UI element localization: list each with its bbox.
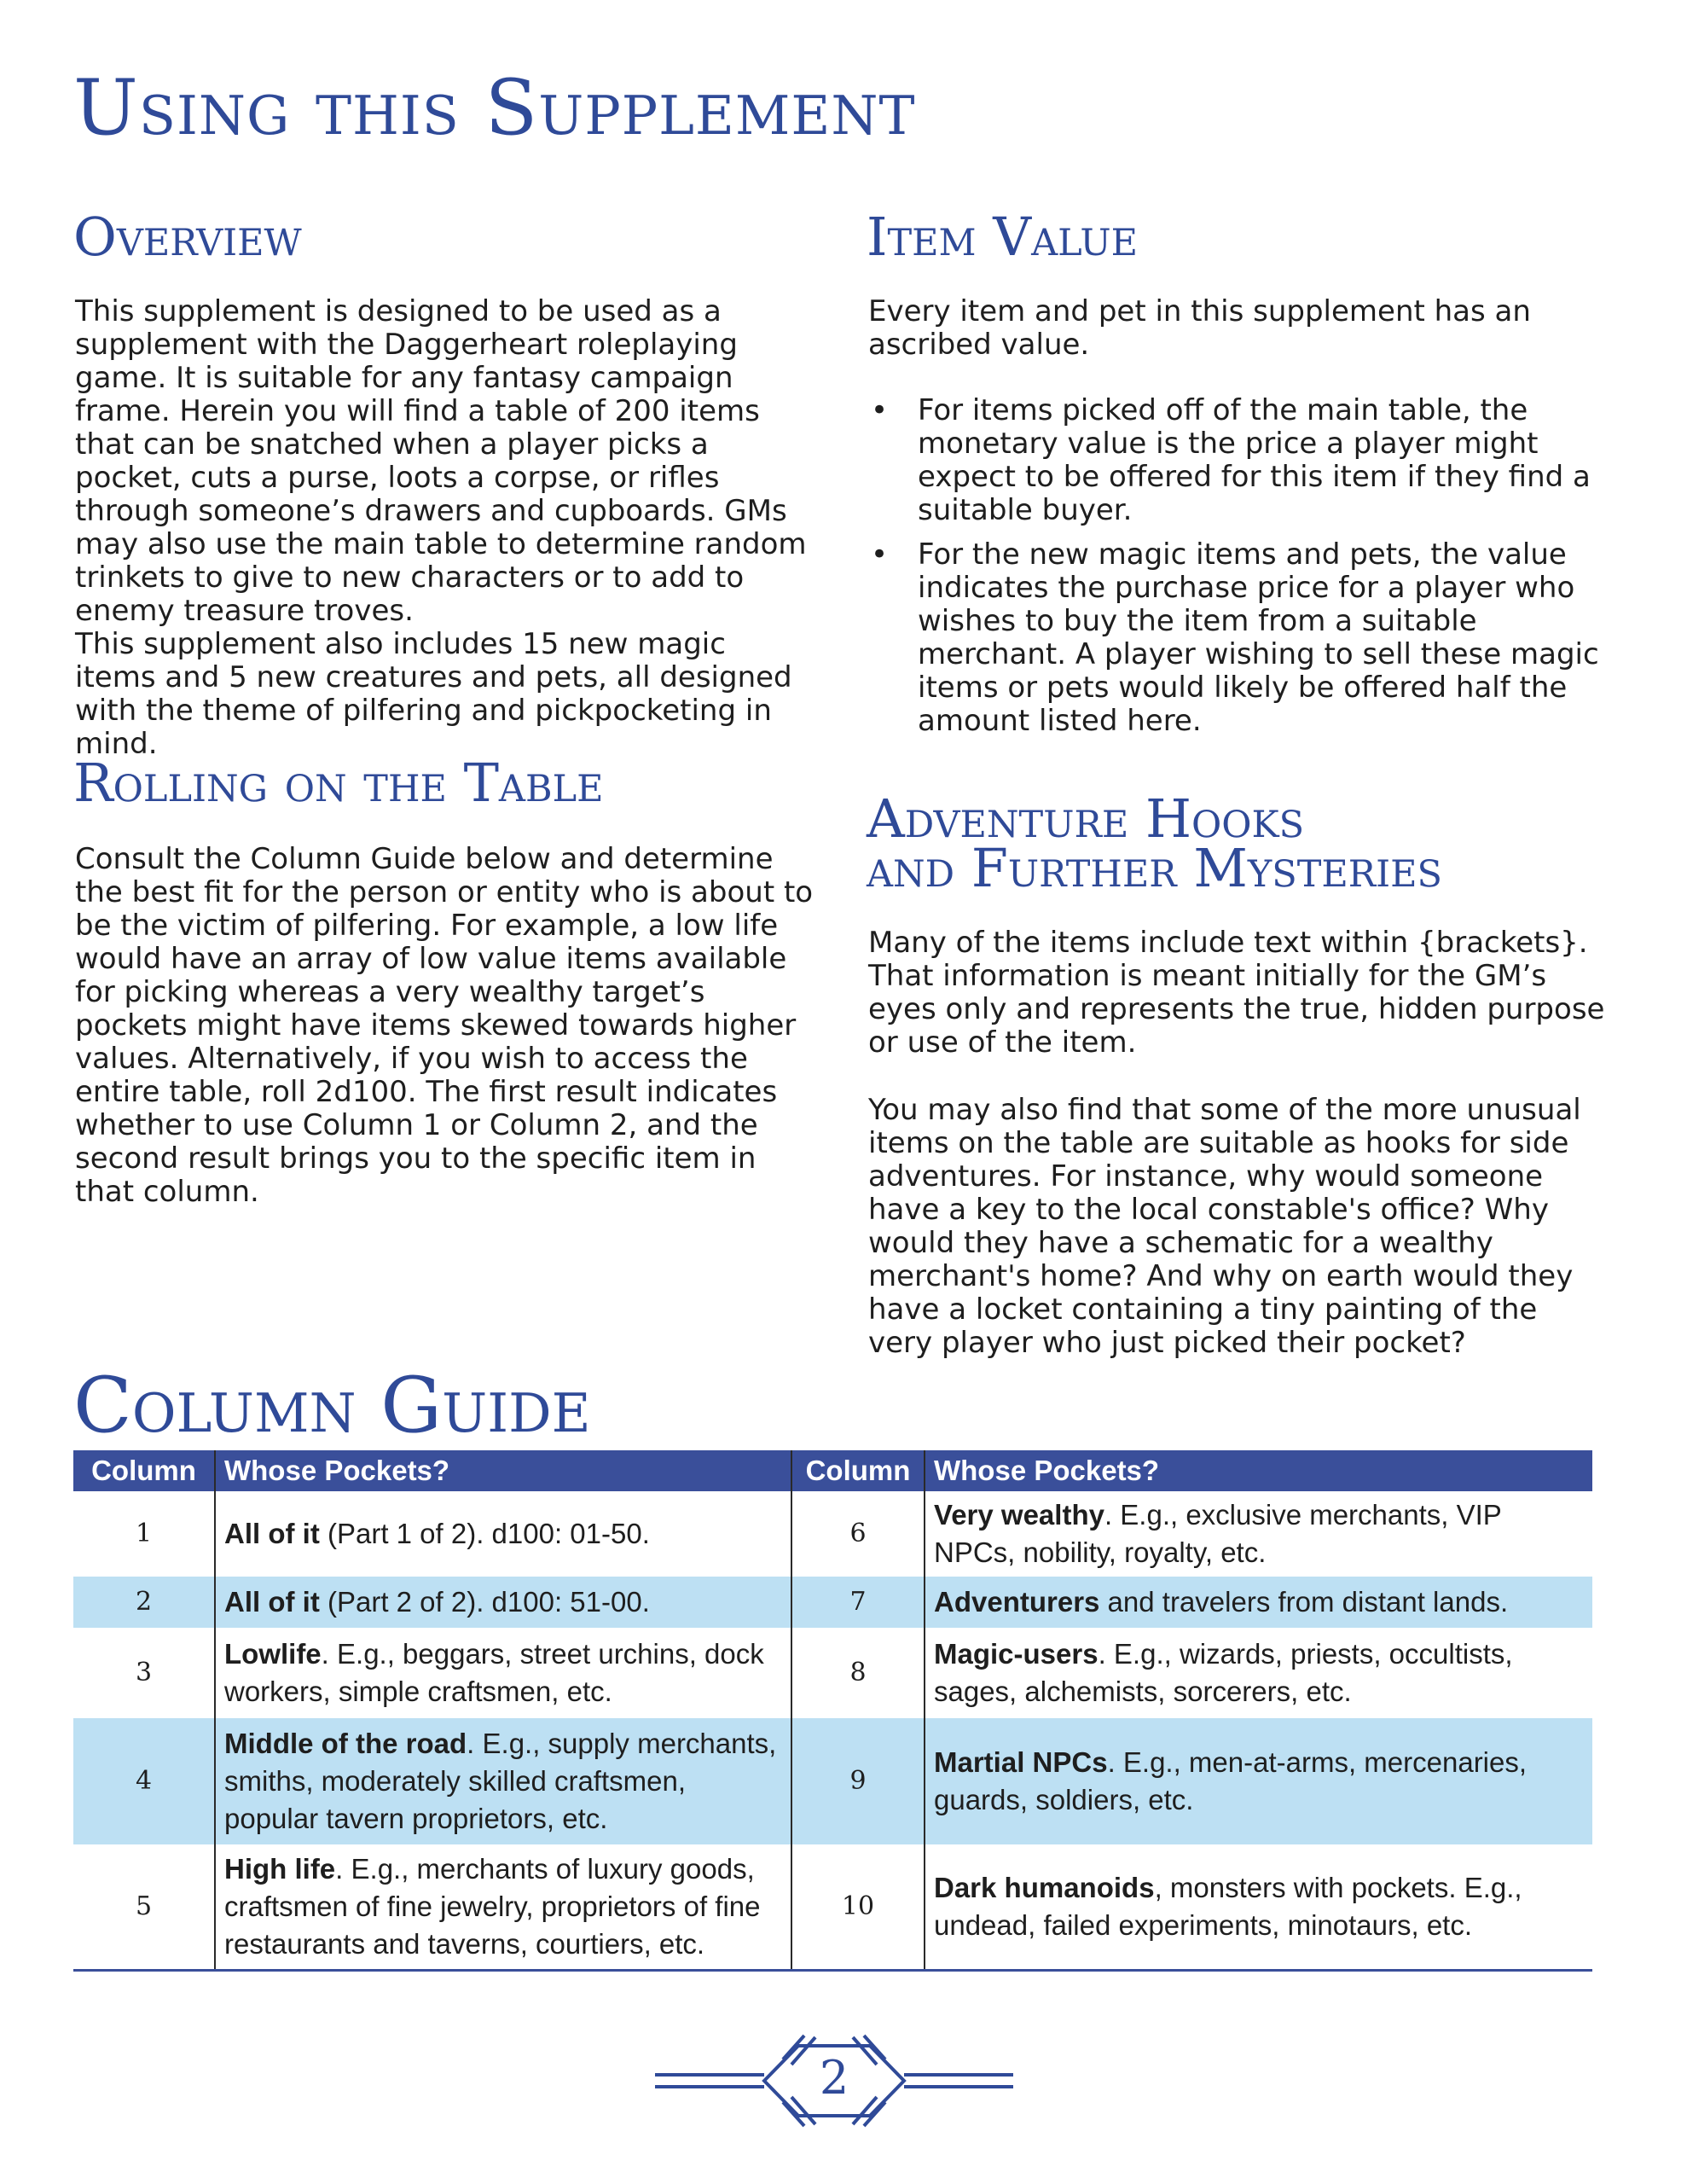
- overview-heading: Overview: [73, 206, 302, 268]
- pockets-label: Middle of the road: [224, 1728, 467, 1759]
- rolling-heading: Rolling on the Table: [73, 752, 604, 814]
- pockets-label: Very wealthy: [934, 1499, 1104, 1531]
- list-item: [868, 538, 1610, 738]
- pockets-description: [925, 1577, 1592, 1628]
- column-number: 4: [73, 1718, 215, 1844]
- pockets-description: [925, 1718, 1592, 1844]
- pockets-label: Magic-users: [934, 1638, 1099, 1670]
- pockets-detail: . E.g., merchants of luxury goods, craftsmen of fine jewelry, proprietors of fine restaurants and taverns, courtiers, etc.: [224, 1853, 761, 1960]
- pockets-detail: , monsters with pockets. E.g., undead, failed experiments, minotaurs, etc.: [934, 1872, 1522, 1941]
- hooks-paragraph-1: Many of the items include text within {brackets}. That information is meant initially for the GM’s eyes only and represents the true, hidden purpose or use of the item.: [868, 926, 1605, 1060]
- pockets-detail: . E.g., supply merchants, smiths, moderately skilled craftsmen, popular tavern proprietors, etc.: [224, 1728, 777, 1834]
- table-row: [73, 1844, 1592, 1971]
- column-header: Column: [73, 1450, 215, 1491]
- column-number: 8: [791, 1628, 925, 1718]
- table-row: [73, 1577, 1592, 1628]
- column-header: Column: [791, 1450, 925, 1491]
- pockets-description: [925, 1628, 1592, 1718]
- whose-pockets-header: Whose Pockets?: [925, 1450, 1592, 1491]
- bullet-icon: •: [871, 537, 889, 572]
- pockets-detail: (Part 2 of 2). d100: 51-00.: [319, 1586, 650, 1618]
- hooks-paragraph-2: You may also find that some of the more unusual items on the table are suitable as hooks for side adventures. For instance, why would someone have a key to the local constable's office? Why would they have a schematic for a wealthy merchant's home? And why on earth would they have a locket containing a tiny painting of the very player who just picked their pocket?: [868, 1093, 1581, 1360]
- pockets-description: [215, 1491, 791, 1577]
- pockets-description: [215, 1577, 791, 1628]
- pockets-label: Adventurers: [934, 1586, 1100, 1618]
- column-number: 2: [73, 1577, 215, 1628]
- pockets-label: Martial NPCs: [934, 1746, 1108, 1778]
- list-item: [868, 394, 1610, 527]
- column-guide-title: Column Guide: [73, 1361, 591, 1450]
- item-value-paragraph: Every item and pet in this supplement has an ascribed value.: [868, 294, 1531, 362]
- column-number: 6: [791, 1491, 925, 1577]
- table-row: [73, 1491, 1592, 1577]
- pockets-detail: . E.g., beggars, street urchins, dock workers, simple craftsmen, etc.: [224, 1638, 764, 1707]
- bullet-text: For the new magic items and pets, the value indicates the purchase price for a player who wishes to buy the item from a suitable merchant. A player wishing to sell these magic items or pets would likely be offered half the amount listed here.: [918, 537, 1599, 738]
- table-row: [73, 1628, 1592, 1718]
- page-footer: [655, 2034, 1013, 2128]
- overview-paragraph-1: This supplement is designed to be used as a supplement with the Daggerheart roleplaying game. It is suitable for any fantasy campaign frame. Herein you will find a table of 200 items that can be snatched when a player picks a pocket, cuts a purse, loots a corpse, or rifles through someone’s drawers and cupboards. GMs may also use the main table to determine random trinkets to give to new characters or to add to enemy treasure troves.: [75, 294, 807, 628]
- column-guide-table: [73, 1450, 1592, 1972]
- pockets-description: [215, 1628, 791, 1718]
- bullet-icon: •: [871, 393, 889, 427]
- pockets-detail: . E.g., wizards, priests, occultists, sages, alchemists, sorcerers, etc.: [934, 1638, 1513, 1707]
- item-value-heading: Item Value: [867, 206, 1138, 268]
- column-number: 3: [135, 1658, 153, 1687]
- item-value-bullet-list: [868, 394, 1610, 749]
- column-number: 5: [135, 1891, 153, 1921]
- pockets-description: [215, 1844, 791, 1971]
- whose-pockets-header: Whose Pockets?: [215, 1450, 791, 1491]
- table-row: [73, 1718, 1592, 1844]
- pockets-label: All of it: [224, 1518, 320, 1549]
- pockets-description: [215, 1718, 791, 1844]
- rolling-paragraph: Consult the Column Guide below and determine the best fit for the person or entity who is about to be the victim of pilfering. For example, a low life would have an array of low value items available for picking whereas a very wealthy target’s pockets might have items skewed towards higher values. Alternatively, if you wish to access the entire table, roll 2d100. The first result indicates whether to use Column 1 or Column 2, and the second result brings you to the specific item in that column.: [75, 842, 814, 1209]
- table-header-row: [73, 1450, 1592, 1491]
- hooks-heading-line-2: and Further Mysteries: [867, 837, 1442, 899]
- pockets-detail: . E.g., exclusive merchants, VIP NPCs, nobility, royalty, etc.: [934, 1499, 1502, 1568]
- pockets-detail: . E.g., men-at-arms, mercenaries, guards, soldiers, etc.: [934, 1746, 1528, 1815]
- column-number: 10: [791, 1844, 925, 1971]
- pockets-detail: (Part 1 of 2). d100: 01-50.: [319, 1518, 650, 1549]
- bullet-text: For items picked off of the main table, the monetary value is the price a player might expect to be offered for this item if they find a suitable buyer.: [918, 393, 1591, 527]
- column-number: 7: [791, 1577, 925, 1628]
- column-number: 1: [135, 1519, 153, 1548]
- column-number: 9: [791, 1718, 925, 1844]
- pockets-label: All of it: [224, 1586, 320, 1618]
- page-title: Using this Supplement: [73, 63, 916, 153]
- overview-paragraph-2: This supplement also includes 15 new magic items and 5 new creatures and pets, all designed with the theme of pilfering and pickpocketing in mind.: [75, 627, 792, 761]
- page-number: 2: [819, 2051, 849, 2105]
- pockets-description: [925, 1491, 1592, 1577]
- pockets-label: High life: [224, 1853, 336, 1885]
- pockets-label: Dark humanoids: [934, 1872, 1155, 1903]
- pockets-label: Lowlife: [224, 1638, 322, 1670]
- hooks-heading-line-1: Adventure Hooks: [867, 787, 1305, 850]
- pockets-detail: and travelers from distant lands.: [1099, 1586, 1509, 1618]
- pockets-description: [925, 1844, 1592, 1971]
